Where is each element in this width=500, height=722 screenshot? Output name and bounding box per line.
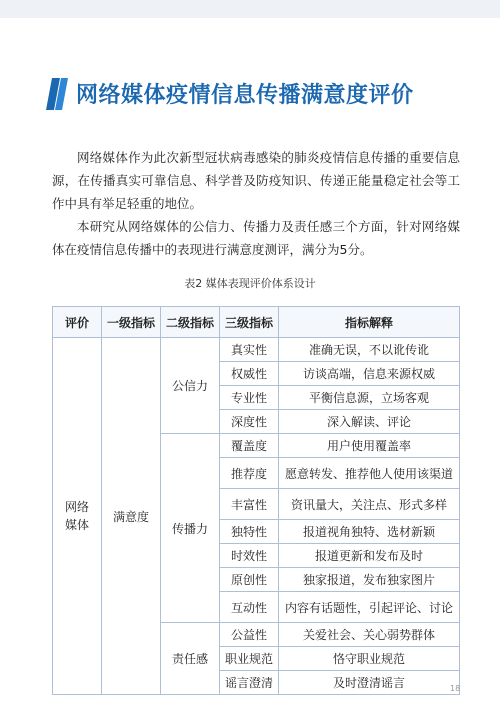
cell-explanation: 报道视角独特、选材新颖 [279,520,460,544]
cell-level3: 真实性 [220,338,279,362]
cell-level3: 公益性 [220,623,279,647]
cell-explanation: 资讯量大，关注点、形式多样 [279,489,460,520]
cell-level3: 职业规范 [220,647,279,671]
cell-explanation: 独家报道，发布独家图片 [279,568,460,592]
cell-evaluation: 网络 媒体 [53,338,102,695]
page-number: 18 [450,684,461,693]
cell-level3: 推荐度 [220,458,279,489]
cell-level3: 覆盖度 [220,434,279,458]
cell-level3: 时效性 [220,544,279,568]
cell-level3: 互动性 [220,592,279,623]
paragraph-intro: 网络媒体作为此次新型冠状病毒感染的肺炎疫情信息传播的重要信息源，在传播真实可靠信息、科学普及防疫知识、传递正能量稳定社会等工作中具有举足轻重的地位。 [52,150,460,211]
cell-explanation: 及时澄清谣言 [279,671,460,695]
cell-explanation: 恪守职业规范 [279,647,460,671]
cell-explanation: 用户使用覆盖率 [279,434,460,458]
table-header-row [53,307,460,338]
cell-level2-reach: 传播力 [161,434,220,623]
cell-level2-credibility: 公信力 [161,338,220,434]
evaluation-table [52,306,460,695]
cell-level3: 权威性 [220,362,279,386]
cell-level2-responsibility: 责任感 [161,623,220,695]
cell-explanation: 愿意转发、推荐他人使用该渠道 [279,458,460,489]
cell-explanation: 准确无误，不以讹传讹 [279,338,460,362]
header-explanation: 指标解释 [279,307,460,338]
cell-explanation: 报道更新和发布及时 [279,544,460,568]
top-band [0,0,500,18]
cell-level3: 丰富性 [220,489,279,520]
paragraph-method: 本研究从网络媒体的公信力、传播力及责任感三个方面，针对网络媒体在疫情信息传播中的表现进行满意度测评，满分为5分。 [52,219,460,257]
cell-explanation: 内容有话题性，引起评论、讨论 [279,592,460,623]
heading-accent-icon [46,78,68,110]
cell-level3: 深度性 [220,410,279,434]
header-level1: 一级指标 [102,307,161,338]
cell-level3: 独特性 [220,520,279,544]
header-level2: 二级指标 [161,307,220,338]
cell-level3: 谣言澄清 [220,671,279,695]
table-row [53,338,460,362]
section-heading [46,74,466,114]
cell-level3: 原创性 [220,568,279,592]
cell-explanation: 平衡信息源，立场客观 [279,386,460,410]
cell-explanation: 访谈高端，信息来源权威 [279,362,460,386]
cell-explanation: 深入解读、评论 [279,410,460,434]
heading-title: 网络媒体疫情信息传播满意度评价 [76,83,414,108]
cell-level1: 满意度 [102,338,161,695]
cell-level3: 专业性 [220,386,279,410]
header-evaluation: 评价 [53,307,102,338]
table-caption: 表2 媒体表现评价体系设计 [184,277,316,290]
cell-explanation: 关爱社会、关心弱势群体 [279,623,460,647]
header-level3: 三级指标 [220,307,279,338]
